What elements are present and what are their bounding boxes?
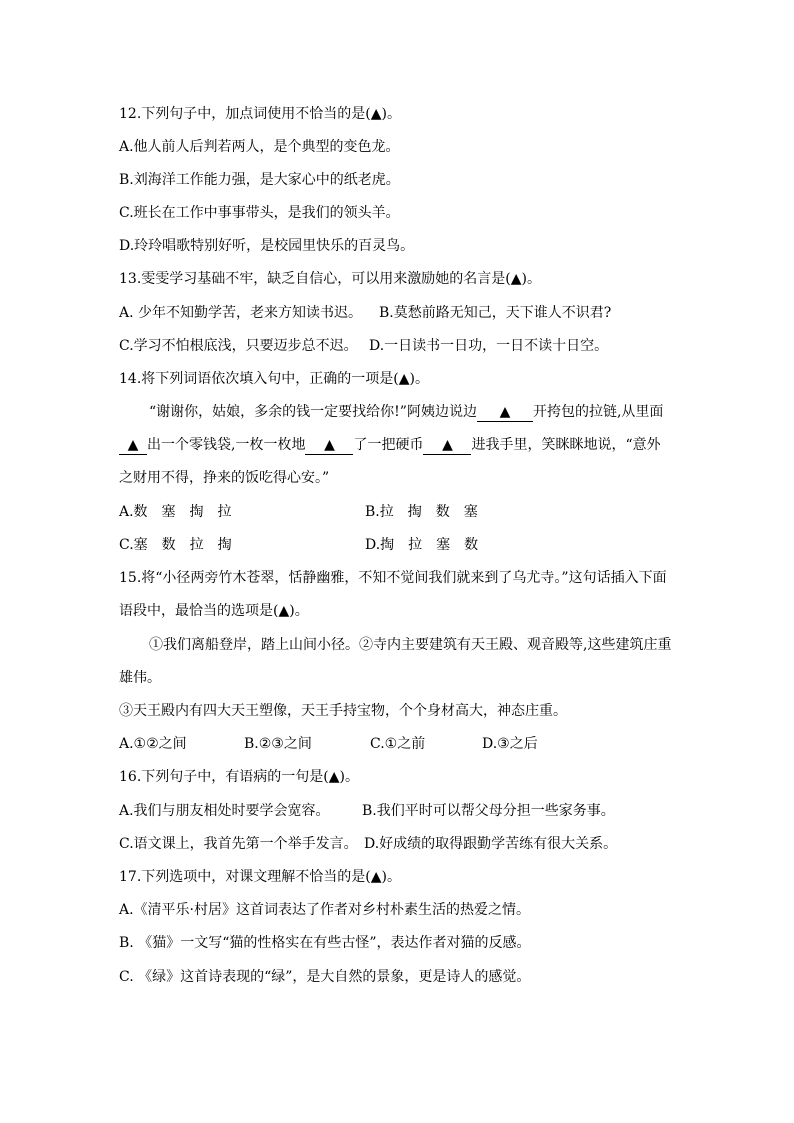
q15-option-c: C.①之前	[370, 736, 426, 752]
q13-option-d: D.一日读书一日功，一日不读十日空。	[369, 338, 609, 354]
q14-passage-text: “谢谢你，姑娘，多余的钱一定要找给你!”阿姨边说边	[149, 404, 477, 420]
q14-option-b: B.拉 掏 数 塞	[365, 504, 478, 520]
q16-option-d: D.好成绩的取得跟勤学苦练有很大关系。	[364, 836, 618, 852]
q12-option-d: D.玲玲唱歌特别好听，是校园里快乐的百灵鸟。	[119, 238, 415, 254]
q15-passage-line-2: 雄伟。	[119, 670, 161, 686]
q14-blank-1: ▲	[477, 403, 533, 422]
q14-passage-line-3: 之财用不得，挣来的饭吃得心安。”	[119, 470, 330, 486]
q14-blank-3: ▲	[305, 436, 353, 455]
q15-option-d: D.③之后	[482, 736, 538, 752]
q14-blank-2: ▲	[119, 436, 147, 455]
q14-passage-text: 了一把硬币	[353, 437, 424, 453]
q15-stem-line-1: 15.将“小径两旁竹木苍翠，恬静幽雅，不知不觉间我们就来到了乌尤寺。”这句话插入下面	[119, 570, 667, 586]
q15-stem-line-2: 语段中，最恰当的选项是(▲)。	[119, 603, 309, 619]
q14-blank-4: ▲	[423, 436, 471, 455]
q14-option-c: C.塞 数 拉 掏	[119, 537, 232, 553]
q16-option-c: C.语文课上，我首先第一个举手发言。	[119, 836, 358, 852]
q15-passage-line-3: ③天王殿内有四大天王塑像，天王手持宝物，个个身材高大，神态庄重。	[119, 703, 567, 719]
q12-option-b: B.刘海洋工作能力强，是大家心中的纸老虎。	[119, 172, 400, 188]
q12-option-c: C.班长在工作中事事带头，是我们的领头羊。	[119, 205, 400, 221]
q14-passage-text: 开挎包的拉链,从里面	[532, 404, 664, 420]
q15-passage-line-1: ①我们离船登岸，踏上山间小径。②寺内主要建筑有天王殿、观音殿等,这些建筑庄重	[149, 637, 672, 653]
q13-option-c: C.学习不怕根底浅，只要迈步总不迟。	[119, 338, 358, 354]
q14-passage-text: 出一个零钱袋,一枚一枚地	[147, 437, 306, 453]
q12-stem: 12.下列句子中，加点词使用不恰当的是(▲)。	[119, 106, 401, 122]
q17-stem: 17.下列选项中，对课文理解不恰当的是(▲)。	[119, 869, 401, 885]
q14-passage-line-1	[149, 402, 663, 422]
q16-option-b: B.我们平时可以帮父母分担一些家务事。	[362, 803, 615, 819]
q13-option-b: B.莫愁前路无知己，天下谁人不识君?	[379, 305, 612, 321]
q14-passage-text: 进我手里，笑眯眯地说，“意外	[471, 437, 661, 453]
q15-option-a: A.①②之间	[119, 736, 187, 752]
q17-option-b: B. 《猫》一文写“猫的性格实在有些古怪”，表达作者对猫的反感。	[119, 935, 531, 951]
q13-option-a: A. 少年不知勤学苦，老来方知读书迟。	[119, 305, 363, 321]
q14-option-d: D.掏 拉 塞 数	[365, 537, 479, 553]
q14-stem: 14.将下列词语依次填入句中，正确的一项是(▲)。	[119, 371, 429, 387]
q15-option-b: B.②③之间	[244, 736, 312, 752]
q16-stem: 16.下列句子中，有语病的一句是(▲)。	[119, 769, 359, 785]
q17-option-c: C. 《绿》这首诗表现的“绿”，是大自然的景象，更是诗人的感觉。	[119, 969, 531, 985]
q14-passage-line-2	[119, 435, 661, 455]
q14-option-a: A.数 塞 掏 拉	[119, 504, 232, 520]
q16-option-a: A.我们与朋友相处时要学会宽容。	[119, 803, 330, 819]
q12-option-a: A.他人前人后判若两人，是个典型的变色龙。	[119, 139, 400, 155]
q13-stem: 13.雯雯学习基础不牢，缺乏自信心，可以用来激励她的名言是(▲)。	[119, 271, 541, 287]
q17-option-a: A.《清平乐·村居》这首词表达了作者对乡村朴素生活的热爱之情。	[119, 902, 531, 918]
